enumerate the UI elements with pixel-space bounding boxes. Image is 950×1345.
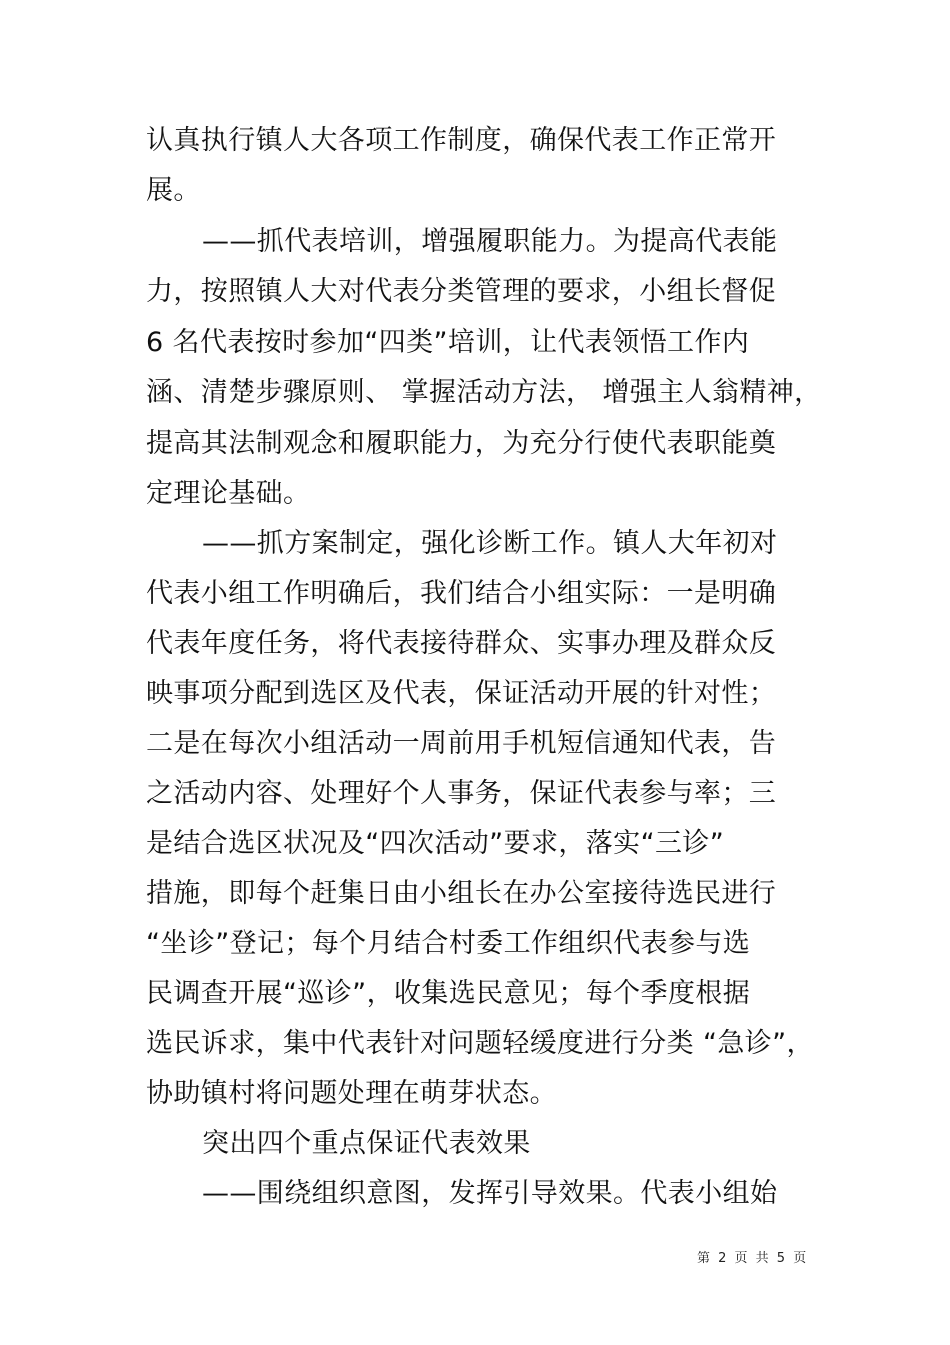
text-line-4: 力，按照镇人大对代表分类管理的要求，小组长督促 [146, 276, 777, 307]
text-line-17: “坐诊”登记；每个月结合村委工作组织代表参与选 [146, 928, 751, 959]
text-line-9: ——抓方案制定，强化诊断工作。镇人大年初对 [202, 528, 778, 559]
text-line-5: 6 名代表按时参加“四类”培训，让代表领悟工作内 [146, 327, 750, 358]
text-line-12: 映事项分配到选区及代表，保证活动开展的针对性； [146, 678, 777, 709]
section-heading: 突出四个重点保证代表效果 [202, 1128, 531, 1159]
text-line-13: 二是在每次小组活动一周前用手机短信通知代表，告 [146, 728, 777, 759]
text-line-6: 涵、清楚步骤原则、 掌握活动方法， 增强主人翁精神， [146, 377, 822, 408]
text-line-2: 展。 [146, 175, 201, 206]
text-line-19: 选民诉求，集中代表针对问题轻缓度进行分类 “急诊”， [146, 1028, 814, 1059]
text-line-18: 民调查开展“巡诊”，收集选民意见；每个季度根据 [146, 978, 751, 1009]
text-line-15: 是结合选区状况及“四次活动”要求，落实“三诊” [146, 828, 725, 859]
text-line-10: 代表小组工作明确后，我们结合小组实际：一是明确 [146, 578, 777, 609]
text-line-20: 协助镇村将问题处理在萌芽状态。 [146, 1078, 557, 1109]
text-line-1: 认真执行镇人大各项工作制度，确保代表工作正常开 [146, 125, 777, 156]
text-line-16: 措施，即每个赶集日由小组长在办公室接待选民进行 [146, 878, 777, 909]
text-line-14: 之活动内容、处理好个人事务，保证代表参与率；三 [146, 778, 777, 809]
text-line-8: 定理论基础。 [146, 478, 311, 509]
text-line-11: 代表年度任务，将代表接待群众、实事办理及群众反 [146, 628, 777, 659]
page-footer: 第 2 页 共 5 页 [697, 1251, 809, 1266]
text-line-7: 提高其法制观念和履职能力，为充分行使代表职能奠 [146, 428, 777, 459]
text-line-3: ——抓代表培训，增强履职能力。为提高代表能 [202, 226, 778, 257]
text-line-22: ——围绕组织意图，发挥引导效果。代表小组始 [202, 1178, 778, 1209]
